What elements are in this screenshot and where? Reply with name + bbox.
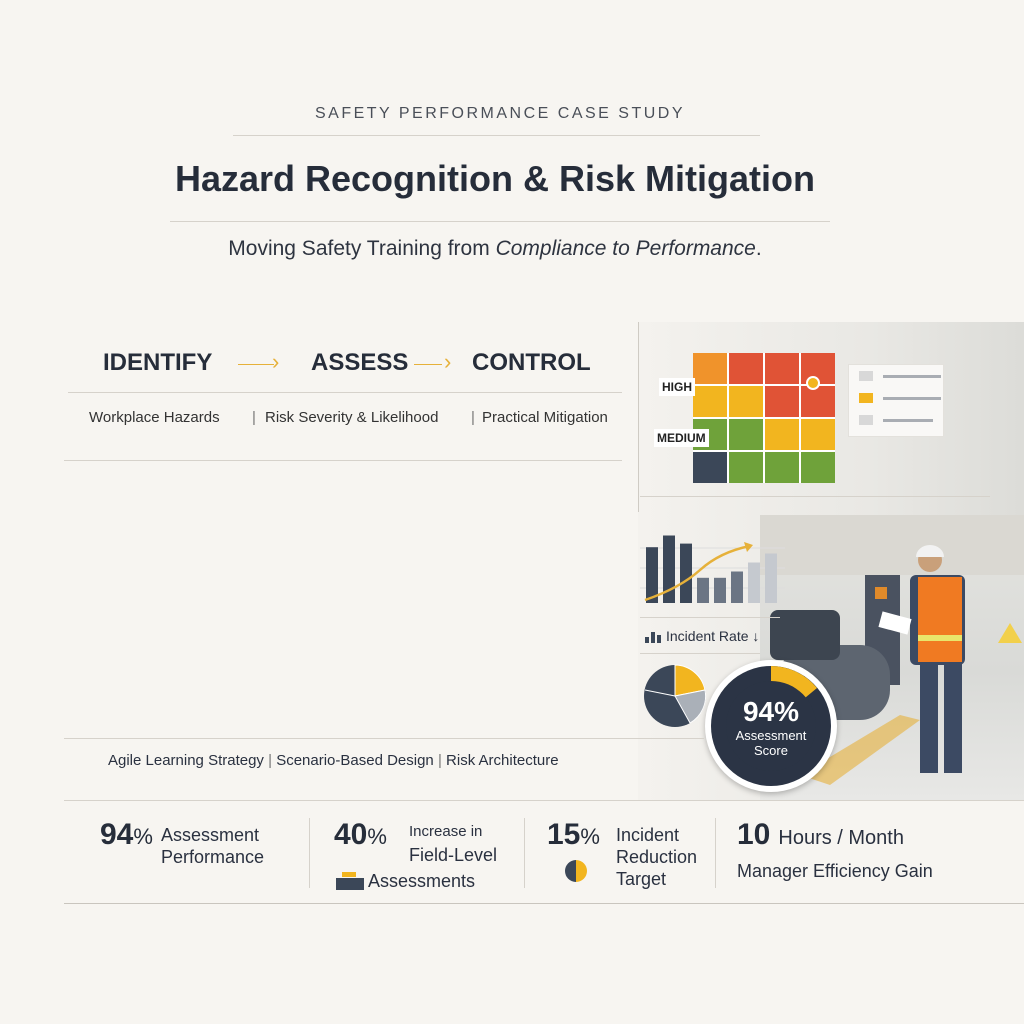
subtitle xyxy=(0,236,990,262)
risk-label-medium: MEDIUM xyxy=(654,429,709,447)
risk-cell xyxy=(765,419,799,450)
pie-chart-icon xyxy=(643,664,707,733)
risk-marker-icon xyxy=(806,376,820,390)
score-badge xyxy=(705,660,837,792)
bar xyxy=(697,578,709,603)
stat-value: 15 xyxy=(547,818,581,851)
capability: Agile Learning Strategy xyxy=(108,752,264,769)
briefcase-icon xyxy=(336,872,364,890)
risk-cell xyxy=(729,386,763,417)
arrow-icon xyxy=(238,364,274,365)
stat-field-assessments xyxy=(334,818,514,894)
capabilities xyxy=(108,752,559,770)
step-control: CONTROL xyxy=(472,349,591,376)
separator: | xyxy=(437,752,442,769)
bar-chart-icon xyxy=(645,630,661,643)
stat-value: 94 xyxy=(100,818,134,851)
divider xyxy=(64,800,1024,801)
bar xyxy=(748,563,760,604)
risk-matrix xyxy=(693,353,835,483)
stat-label: Field-Level xyxy=(409,845,498,865)
incident-bar-chart xyxy=(640,528,785,613)
step-control-detail: Practical Mitigation xyxy=(482,409,608,426)
capability: Risk Architecture xyxy=(446,752,559,769)
stat-value: 10 xyxy=(737,818,771,851)
stat-label: Assessments xyxy=(368,871,476,891)
risk-cell xyxy=(729,353,763,384)
step-identify: IDENTIFY xyxy=(103,349,213,376)
risk-cell xyxy=(765,452,799,483)
stat-manager-efficiency xyxy=(737,818,1007,882)
risk-cell xyxy=(729,419,763,450)
bar xyxy=(714,578,726,603)
score-value: 94% xyxy=(742,696,800,727)
step-assess: ASSESS xyxy=(311,349,409,376)
risk-cell xyxy=(765,353,799,384)
half-circle-icon xyxy=(565,860,587,882)
chevron-right-icon: › xyxy=(272,349,280,374)
stat-label: Target xyxy=(616,869,667,889)
divider xyxy=(64,738,704,739)
page-title: Hazard Recognition & Risk Mitigation xyxy=(174,158,816,199)
divider xyxy=(170,221,830,222)
stat-unit: % xyxy=(133,824,153,849)
risk-cell xyxy=(765,386,799,417)
panel-border xyxy=(638,322,639,512)
divider xyxy=(68,392,622,393)
legend-card xyxy=(848,364,944,437)
bar xyxy=(680,544,692,603)
risk-cell xyxy=(801,452,835,483)
stat-label: Reduction xyxy=(616,847,698,867)
divider xyxy=(233,135,760,136)
step-identify-detail: Workplace Hazards xyxy=(89,409,220,426)
separator: | xyxy=(268,752,273,769)
stat-label: Manager Efficiency Gain xyxy=(737,861,933,881)
score-label: Assessment xyxy=(735,728,807,743)
divider xyxy=(640,496,990,497)
incident-rate-label: Incident Rate ↓ xyxy=(666,628,760,644)
stat-unit: % xyxy=(367,824,387,849)
divider xyxy=(524,818,525,888)
subtitle-emphasis: Compliance to Performance xyxy=(495,237,756,260)
risk-label-high: HIGH xyxy=(659,378,695,396)
risk-cell xyxy=(729,452,763,483)
arrow-icon xyxy=(414,364,442,365)
stat-label: Incident xyxy=(616,825,680,845)
divider xyxy=(640,617,780,618)
incident-rate xyxy=(645,628,759,645)
divider xyxy=(640,653,760,654)
risk-cell xyxy=(801,419,835,450)
stat-label: Hours / Month xyxy=(778,827,904,849)
step-assess-detail: Risk Severity & Likelihood xyxy=(265,409,439,426)
stat-label: Assessment xyxy=(160,825,259,845)
subtitle-prefix: Moving Safety Training from xyxy=(228,237,496,260)
score-label-2: Score xyxy=(754,743,788,758)
chevron-right-icon: › xyxy=(444,349,452,374)
stat-unit: % xyxy=(580,824,600,849)
risk-cell xyxy=(801,386,835,417)
capability: Scenario-Based Design xyxy=(276,752,434,769)
risk-cell xyxy=(693,386,727,417)
divider xyxy=(309,818,310,888)
divider xyxy=(64,460,622,461)
bar xyxy=(765,554,777,604)
risk-cell xyxy=(693,353,727,384)
risk-cell xyxy=(693,452,727,483)
stat-label: Performance xyxy=(160,847,264,867)
stat-incident-reduction xyxy=(547,818,707,894)
separator: | xyxy=(252,409,256,426)
stat-assessment xyxy=(100,818,264,868)
stat-label: Increase in xyxy=(409,823,483,840)
bar xyxy=(731,572,743,604)
subtitle-suffix: . xyxy=(755,237,762,260)
separator: | xyxy=(471,409,475,426)
divider xyxy=(715,818,716,888)
kicker: SAFETY PERFORMANCE CASE STUDY xyxy=(314,105,686,122)
divider xyxy=(64,903,1024,904)
stat-value: 40 xyxy=(334,818,368,851)
